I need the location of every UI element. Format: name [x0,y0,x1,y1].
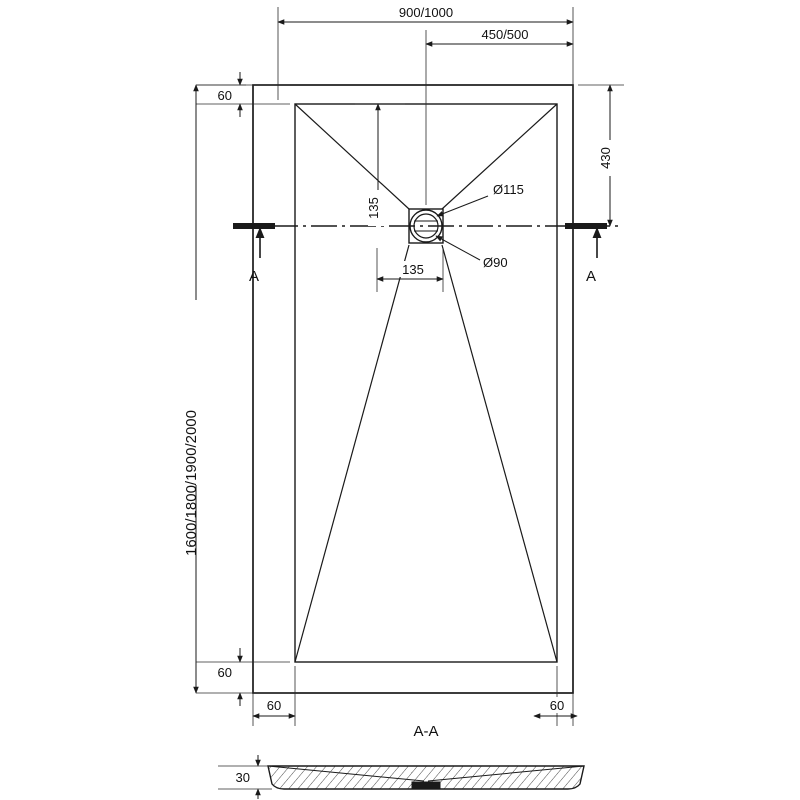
dim-width-top-label: 900/1000 [398,5,454,20]
dim-diameter-inner-label: Ø90 [483,255,508,270]
dim-drain-offset-horizontal-label: 135 [402,262,424,277]
dim-bottom-left-offset-label: 60 [266,698,282,713]
section-mark-left-label: A [248,268,260,285]
dim-thickness-label: 30 [235,770,250,785]
dim-half-width-label: 450/500 [481,27,529,42]
slope-line-top-left [295,104,409,209]
dim-bottom-right-offset-label: 60 [549,698,565,713]
dim-top-offset-label: 60 [217,88,232,103]
slope-line-bottom-right [442,245,557,662]
dim-total-length-label: 1600/1800/1900/2000 [183,410,200,556]
slope-line-bottom-left [295,245,409,662]
tray-outer-outline [253,85,573,693]
dim-diameter-outer-label: Ø115 [493,182,524,197]
section-bar-right [565,223,607,229]
dim-drain-offset-vertical-label: 135 [366,197,381,219]
section-drain-recess [412,782,440,789]
dim-bottom-offset-label: 60 [217,665,232,680]
section-title-label: A-A [413,723,439,740]
dim-right-offset-label: 430 [598,147,613,169]
section-bar-left [233,223,275,229]
section-mark-right-label: A [585,268,597,285]
